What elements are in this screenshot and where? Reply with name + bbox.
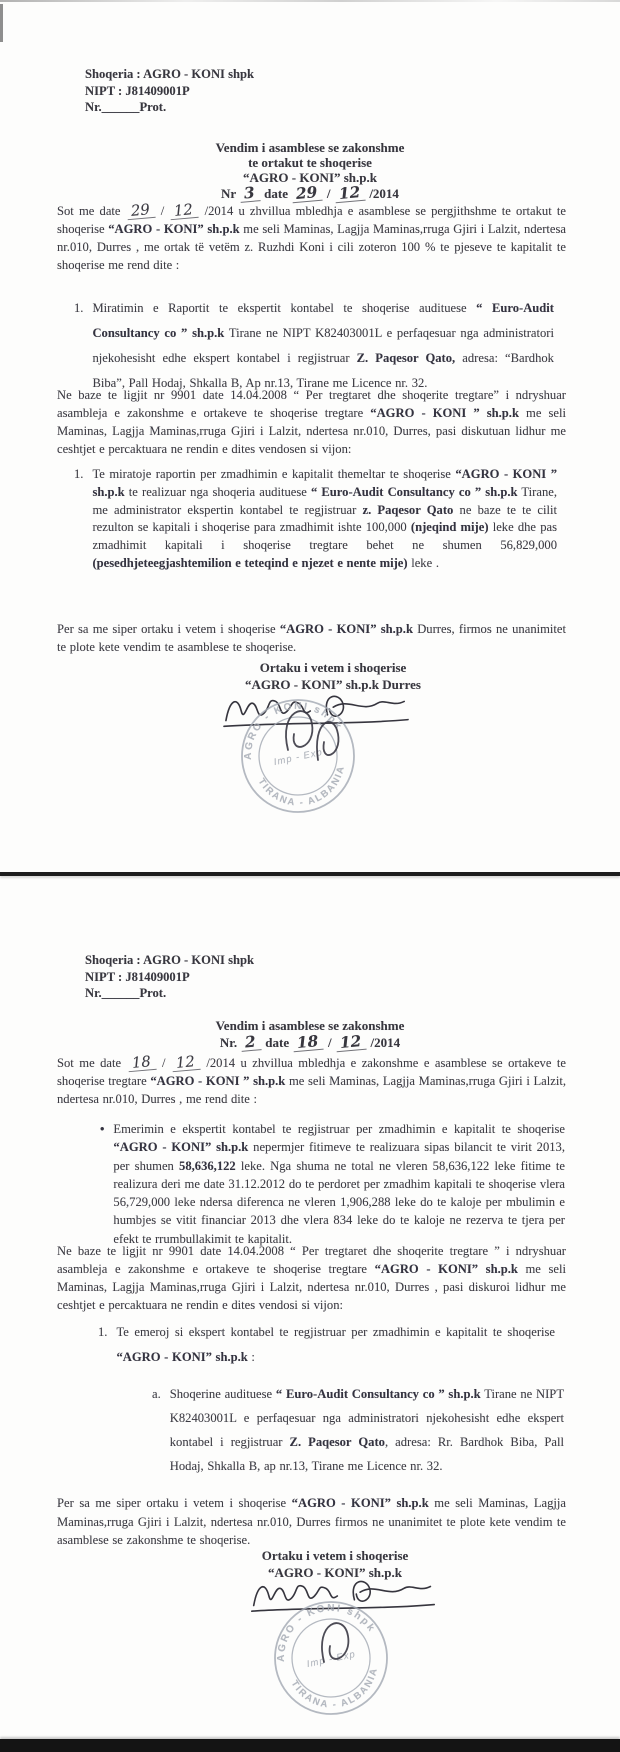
company-name: Shoqeria : AGRO - KONI shpk xyxy=(85,953,255,967)
law-reference-paragraph: Ne baze te ligjit nr 9901 date 14.04.2008 “ Per tregtaret dhe shoqerite tregtare ” i ndryshuar asambleja e zakonshme e ortakeve te shoqerise tregtare “AGRO - KONI” sh.p.k me seli Maminas, Lagjja Maminas,rruga Gjiri i Lalzit, ndertesa nr.010, Durres , pasi diskuroi lidhur me ceshtjet e percaktuara ne rendin e dites vendosi si vijon: xyxy=(57,1244,567,1312)
stamp-bottom-arc-text: TIRANA - ALBANIA xyxy=(288,1666,381,1711)
decision-item-1 xyxy=(98,1320,555,1370)
intro-paragraph: Sot me date 29 / 12 /2014 u zhvillua mbledhja e asamblese se pergjithshme te ortakut te shoqerise “AGRO - KONI” sh.p.k me seli Maminas, Lagjja Maminas,rruga Gjiri i Lalzit, ndertesa nr.010, Durres , me ortak të vetëm z. Ruzhdi Koni i cili zoteron 100 % te pjeseve te kapitalit te shoqerise me rend dite : xyxy=(57,200,567,272)
title-line-3: “AGRO - KONI” sh.p.k xyxy=(243,169,377,185)
scan-edge-artifact xyxy=(0,4,3,42)
company-header xyxy=(85,952,254,1002)
decision-title xyxy=(0,141,620,202)
list-marker: 1. xyxy=(74,301,84,315)
stamp-top-arc-text: AGRO - KONI shpk xyxy=(275,1602,378,1662)
decision-subitem-a-text: Shoqerine audituese “ Euro-Audit Consultancy co ” sh.p.k Tirane ne NIPT K82403001L e perfaqesuar nga administratori njekohesisht edhe ekspert kontabel i regjistruar Z. Paqesor Qato, adresa: Rr. Bardhok Biba, Pall Hodaj, Shkalla B, ap nr.13, Tirane me Licence nr. 32. xyxy=(169,1387,565,1473)
agenda-item-1 xyxy=(74,296,554,396)
stamp-center-text: Imp - Exp xyxy=(305,1648,357,1671)
decision-item-1-text: Te emeroj si ekspert kontabel te regjistruar per zmadhimin e kapitalit te shoqerise “AGRO - KONI” sh.p.k : xyxy=(116,1325,555,1364)
protocol-number-line: Nr.______Prot. xyxy=(85,100,167,114)
signatory-company: “AGRO - KONI” sh.p.k Durres xyxy=(244,676,421,692)
agenda-bullet xyxy=(100,1120,565,1248)
decision-item-1-text: Te miratoje raportin per zmadhimin e kapitalit themeltar te shoqerise “AGRO - KONI ” sh.p.k te realizuar nga shoqeria audituese “ Euro-Audit Consultancy co ” sh.p.k Tirane, me administrator ekspertin kontabel te regjistruar z. Paqesor Qato ne baze te te cilit rezulton se kapitali i shoqerise para zmadhimit ishte 100,000 (njeqind mije) leke dhe pas zmadhimit kapitali i shoqerise tregtare behet ne shumen 56,829,000 (pesedhjeteegjashtemilion e teteqind e njezet e nente mije) leke . xyxy=(92,467,557,570)
title-line-2: te ortakut te shoqerise xyxy=(248,154,372,170)
signatory-role: Ortaku i vetem i shoqerise xyxy=(259,660,407,675)
law-reference-paragraph: Ne baze te ligjit nr 9901 date 14.04.2008 “ Per tregtaret dhe shoqerite tregtare” i ndryshuar asambleja e zakonshme e ortakeve te shoqerise tregtare “AGRO - KONI ” sh.p.k me seli Maminas, Lagjja Maminas,rruga Gjiri i Lalzit, ndertesa nr.010, Durres, pasi diskutuan lidhur me ceshtjet e percaktuara ne rendin e dites vendosen si vijon: xyxy=(57,388,566,456)
closing-paragraph: Per sa me siper ortaku i vetem i shoqerise “AGRO - KONI” sh.p.k me seli Maminas, Lagjja Maminas,rruga Gjiri i Lalzit, ndertesa nr.010, Durres firmos ne unanimitet te plote kete vendim te asamblese se zakonshme te shoqerise. xyxy=(57,1496,567,1547)
agenda-item-1-text: Miratimin e Raportit te ekspertit kontabel te shoqerise audituese “ Euro-Audit Consultancy co ” sh.p.k Tirane ne NIPT K82403001L e perfaqesuar nga administratori njekohesisht edhe ekspert kontabel i regjistruar Z. Paqesor Qato, adresa: “Bardhok Biba”, Pall Hodaj, Shkalla B, Ap nr.13, Tirane me Licence nr. 32. xyxy=(92,301,554,390)
title-line-1: Vendim i asamblese se zakonshme xyxy=(215,1018,405,1033)
list-marker: a. xyxy=(152,1387,161,1401)
company-nipt: NIPT : J81409001P xyxy=(85,83,190,98)
signature-scrawl-over-stamp xyxy=(300,1600,390,1685)
decision-number-date: Nr. 2 date 18 / 12 /2014 xyxy=(219,1032,401,1052)
company-header xyxy=(85,66,254,116)
signature-scrawl-over-stamp xyxy=(268,690,358,775)
stamp-center-text: Imp - Exp xyxy=(272,746,324,769)
closing-paragraph: Per sa me siper ortaku i vetem i shoqerise “AGRO - KONI” sh.p.k Durres, firmos ne unanimitet te plote kete vendim te asamblese te shoqerise. xyxy=(57,622,566,654)
decision-subitem-a xyxy=(152,1382,564,1478)
bullet-icon: • xyxy=(100,1122,105,1136)
decision-title xyxy=(0,1018,620,1051)
page-separator-line xyxy=(0,872,620,876)
protocol-number-line: Nr.______Prot. xyxy=(85,986,167,1000)
intro-paragraph: Sot me date 18 / 12 /2014 u zhvillua mbledhja e zakonshme e asamblese se ortakeve te shoqerise tregtare “AGRO - KONI ” sh.p.k me seli Maminas, Lagjja Maminas,rruga Gjiri i Lalzit, ndertesa nr.010, Durres , me rend dite : xyxy=(57,1052,566,1106)
company-nipt: NIPT : J81409001P xyxy=(85,969,190,984)
signatory-company: “AGRO - KONI” sh.p.k xyxy=(268,1564,402,1580)
agenda-bullet-text: Emerimin e ekspertit kontabel te regjistruar per zmadhimin e kapitalit te shoqerise “AGRO - KONI” sh.p.k nepermjer fitimeve te realizuara sipas bilancit te virit 2013, per shumen 58,636,122 leke. Nga shuma ne total ne vleren 58,636,122 leke fitime te realizura deri me date 31.12.2012 do te perdoret per zmadhim kapitali te shoqerise vlera 56,729,000 leke ndersa diferenca ne vleren 1,906,288 leke do te kaloje per mbulimin e humbjes se vitit financiar 2013 dhe vlera 834 leke do te kaloje ne rezerva te tjera per efekt te rrumbullakimit te kapitalit. xyxy=(113,1122,566,1246)
scan-edge-bottom xyxy=(0,1739,620,1752)
company-name: Shoqeria : AGRO - KONI shpk xyxy=(85,67,255,81)
title-line-1: Vendim i asamblese se zakonshme xyxy=(215,140,405,155)
decision-number-date: Nr 3 date 29 / 12 /2014 xyxy=(221,183,399,204)
list-marker: 1. xyxy=(98,1325,108,1339)
signatory-role: Ortaku i vetem i shoqerise xyxy=(261,1548,409,1563)
list-marker: 1. xyxy=(74,467,84,481)
stamp-top-arc-text: AGRO - KONI shpk xyxy=(242,700,345,760)
decision-item-1 xyxy=(74,466,557,573)
scan-edge-top xyxy=(0,0,620,2)
stamp-bottom-arc-text: TIRANA - ALBANIA xyxy=(255,764,348,809)
